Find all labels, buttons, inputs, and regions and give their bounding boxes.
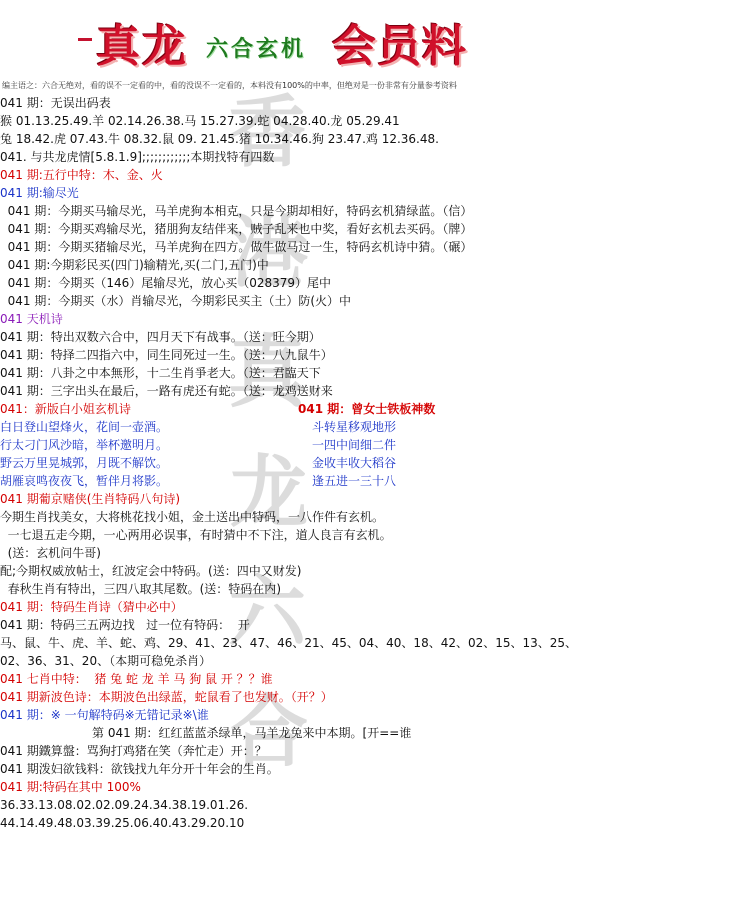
pujing-line-4: 配;今期权威放帖士，红波定会中特码。(送：四中又财发) xyxy=(0,564,302,578)
lose-all-line-2: 041 期：今期买鸡输尽光，猪朋狗友结伴来，贼子乱来也中奖，看好玄机去买码。（牌） xyxy=(0,222,473,236)
lose-all-line-4: 041 期:今期彩民买(四门)输精光,买(二门,五门)中 xyxy=(0,258,269,272)
watermark-char-4: 龙 xyxy=(230,447,309,538)
zeng-line-2: 一四中间细二件 xyxy=(312,438,397,452)
zeng-line-3: 金收丰收大稻谷 xyxy=(312,456,397,470)
special-code-row-1: 36.33.13.08.02.02.09.24.34.38.19.01.26. xyxy=(0,798,249,812)
wave-color-poem-line: 041 期新波色诗：本期波色出绿蓝，蛇鼠看了也发财。（开？） xyxy=(0,690,333,704)
bai-poem-line-3: 野云万里晃城郭，月既不解饮。 xyxy=(0,456,169,470)
pujing-line-3: (送：玄机问牛哥) xyxy=(0,546,101,560)
watermark-char-5: 六 xyxy=(228,567,307,658)
watermark-char-2: 港 xyxy=(230,207,309,298)
bai-xiaojie-heading: 041：新版白小姐玄机诗 xyxy=(0,402,131,416)
banner-dash xyxy=(78,38,92,41)
lose-all-line-6: 041 期：今期买（水）肖输尽光，今期彩民买主（土）防(火）中 xyxy=(0,294,352,308)
special-code-heading: 041 期:特码在其中 100% xyxy=(0,780,141,794)
banner-right-text: 会员料 xyxy=(332,21,467,72)
pujing-line-2: 一七退五走今期，一心两用必误事，有时猜中不下注，道人良言有玄机。 xyxy=(0,528,392,542)
watermark-char-6: 合 xyxy=(230,687,309,778)
lose-all-line-3: 041 期：今期买猪输尽光，马羊虎狗在四方。做牛做马过一生，特码玄机诗中猜。（碾） xyxy=(0,240,473,254)
pujing-line-1: 今期生肖找美女，大将桃花找小姐，金土送出中特码，一八作件有玄机。 xyxy=(0,510,385,524)
tianji-poem-line-3: 041 期：八卦之中本無形，十二生肖爭老大。（送：君臨天下 xyxy=(0,366,321,380)
tianji-poem-line-2: 041 期：特择二四指六中，同生同死过一生。（送：八九鼠牛） xyxy=(0,348,333,362)
tianji-poem-line-4: 041 期：三字出头在最后，一路有虎还有蛇。（送：龙鸡送财来 xyxy=(0,384,333,398)
seven-zodiac-line: 041 七肖中特： 猪 兔 蛇 龙 羊 马 狗 鼠 开 ？？谁 xyxy=(0,672,273,686)
shrew-line: 041 期泼妇欲钱料：欲钱找九年分开十年会的生肖。 xyxy=(0,762,279,776)
pujing-line-5: 春秋生肖有特出，三四八取其尾数。(送：特码在内) xyxy=(0,582,281,596)
special-code-row-2: 44.14.49.48.03.39.25.06.40.43.29.20.10 xyxy=(0,816,245,830)
watermark-char-1: 香 xyxy=(228,87,307,178)
iron-abacus-line: 041 期鐵算盤：骂狗打鸡猪在笑（奔忙走）开：？ xyxy=(0,744,267,758)
watermark-char-3: 真 xyxy=(228,327,307,418)
zeng-line-1: 斗转星移观地形 xyxy=(312,420,397,434)
lose-all-heading: 041 期:输尽光 xyxy=(0,186,79,200)
one-phrase-heading: 041 期：※ 一句解特码※无错记录※\谁 xyxy=(0,708,209,722)
pujing-heading: 041 期葡京赌侠(生肖特码八句诗) xyxy=(0,492,181,506)
five-elements-line: 041 期:五行中特：木、金、火 xyxy=(0,168,163,182)
disclaimer-text: 编主语之：六合无绝对，看的误不一定看的中，看的没误不一定看的，本料没有100%的中率，但绝对是一份非常有分量参考资料 xyxy=(2,81,457,90)
zeng-line-4: 逢五进一三十八 xyxy=(312,474,397,488)
tianji-poem-heading: 041 天机诗 xyxy=(0,312,63,326)
one-phrase-line: 第 041 期：红红蓝蓝杀绿单，马羊龙兔来中本期。[开==谁 xyxy=(92,726,412,740)
banner-left-text: 真龙 xyxy=(96,21,188,72)
bai-poem-line-4: 胡雁哀鸣夜夜飞，暂伴月将影。 xyxy=(0,474,169,488)
zodiac-poem-heading: 041 期：特码生肖诗（猜中必中） xyxy=(0,600,183,614)
tianji-poem-line-1: 041 期：特出双数六合中，四月天下有战事。（送：旺今期） xyxy=(0,330,321,344)
title-banner xyxy=(74,8,504,70)
banner-middle-text: 六合玄机 xyxy=(206,36,307,62)
bai-poem-line-2: 行太刁门风沙暗，举杯邀明月。 xyxy=(0,438,169,452)
code-table-row-2: 兔 18.42.虎 07.43.牛 08.32.鼠 09. 21.45.猪 10.34.46.狗 23.47.鸡 12.36.48. xyxy=(0,132,439,146)
zeng-nvshi-heading: 041 期：曾女士铁板神数 xyxy=(298,402,436,416)
lose-all-line-1: 041 期：今期买马输尽光，马羊虎狗本相克，只是今期却相好，特码玄机猜绿蓝。（信） xyxy=(0,204,473,218)
zodiac-poem-line-1: 041 期：特码三五两边找 过一位有特码： 开 xyxy=(0,618,250,632)
zodiac-poem-line-3: 02、36、31、20、（本期可稳免杀肖） xyxy=(0,654,212,668)
code-table-heading: 041 期：无误出码表 xyxy=(0,96,111,110)
code-table-row-1: 猴 01.13.25.49.羊 02.14.26.38.马 15.27.39.蛇 04.28.40.龙 05.29.41 xyxy=(0,114,400,128)
bai-poem-line-1: 白日登山望烽火，花间一壶酒。 xyxy=(0,420,169,434)
lose-all-line-5: 041 期：今期买（146）尾输尽光，放心买（028379）尾中 xyxy=(0,276,332,290)
dragon-tiger-line: 041. 与共龙虎情[5.8.1.9];;;;;;;;;;;;本期找特有四数 xyxy=(0,150,275,164)
zodiac-poem-line-2: 马、鼠、牛、虎、羊、蛇、鸡、29、41、23、47、46、21、45、04、40、18、42、02、15、13、25、 xyxy=(0,636,578,650)
